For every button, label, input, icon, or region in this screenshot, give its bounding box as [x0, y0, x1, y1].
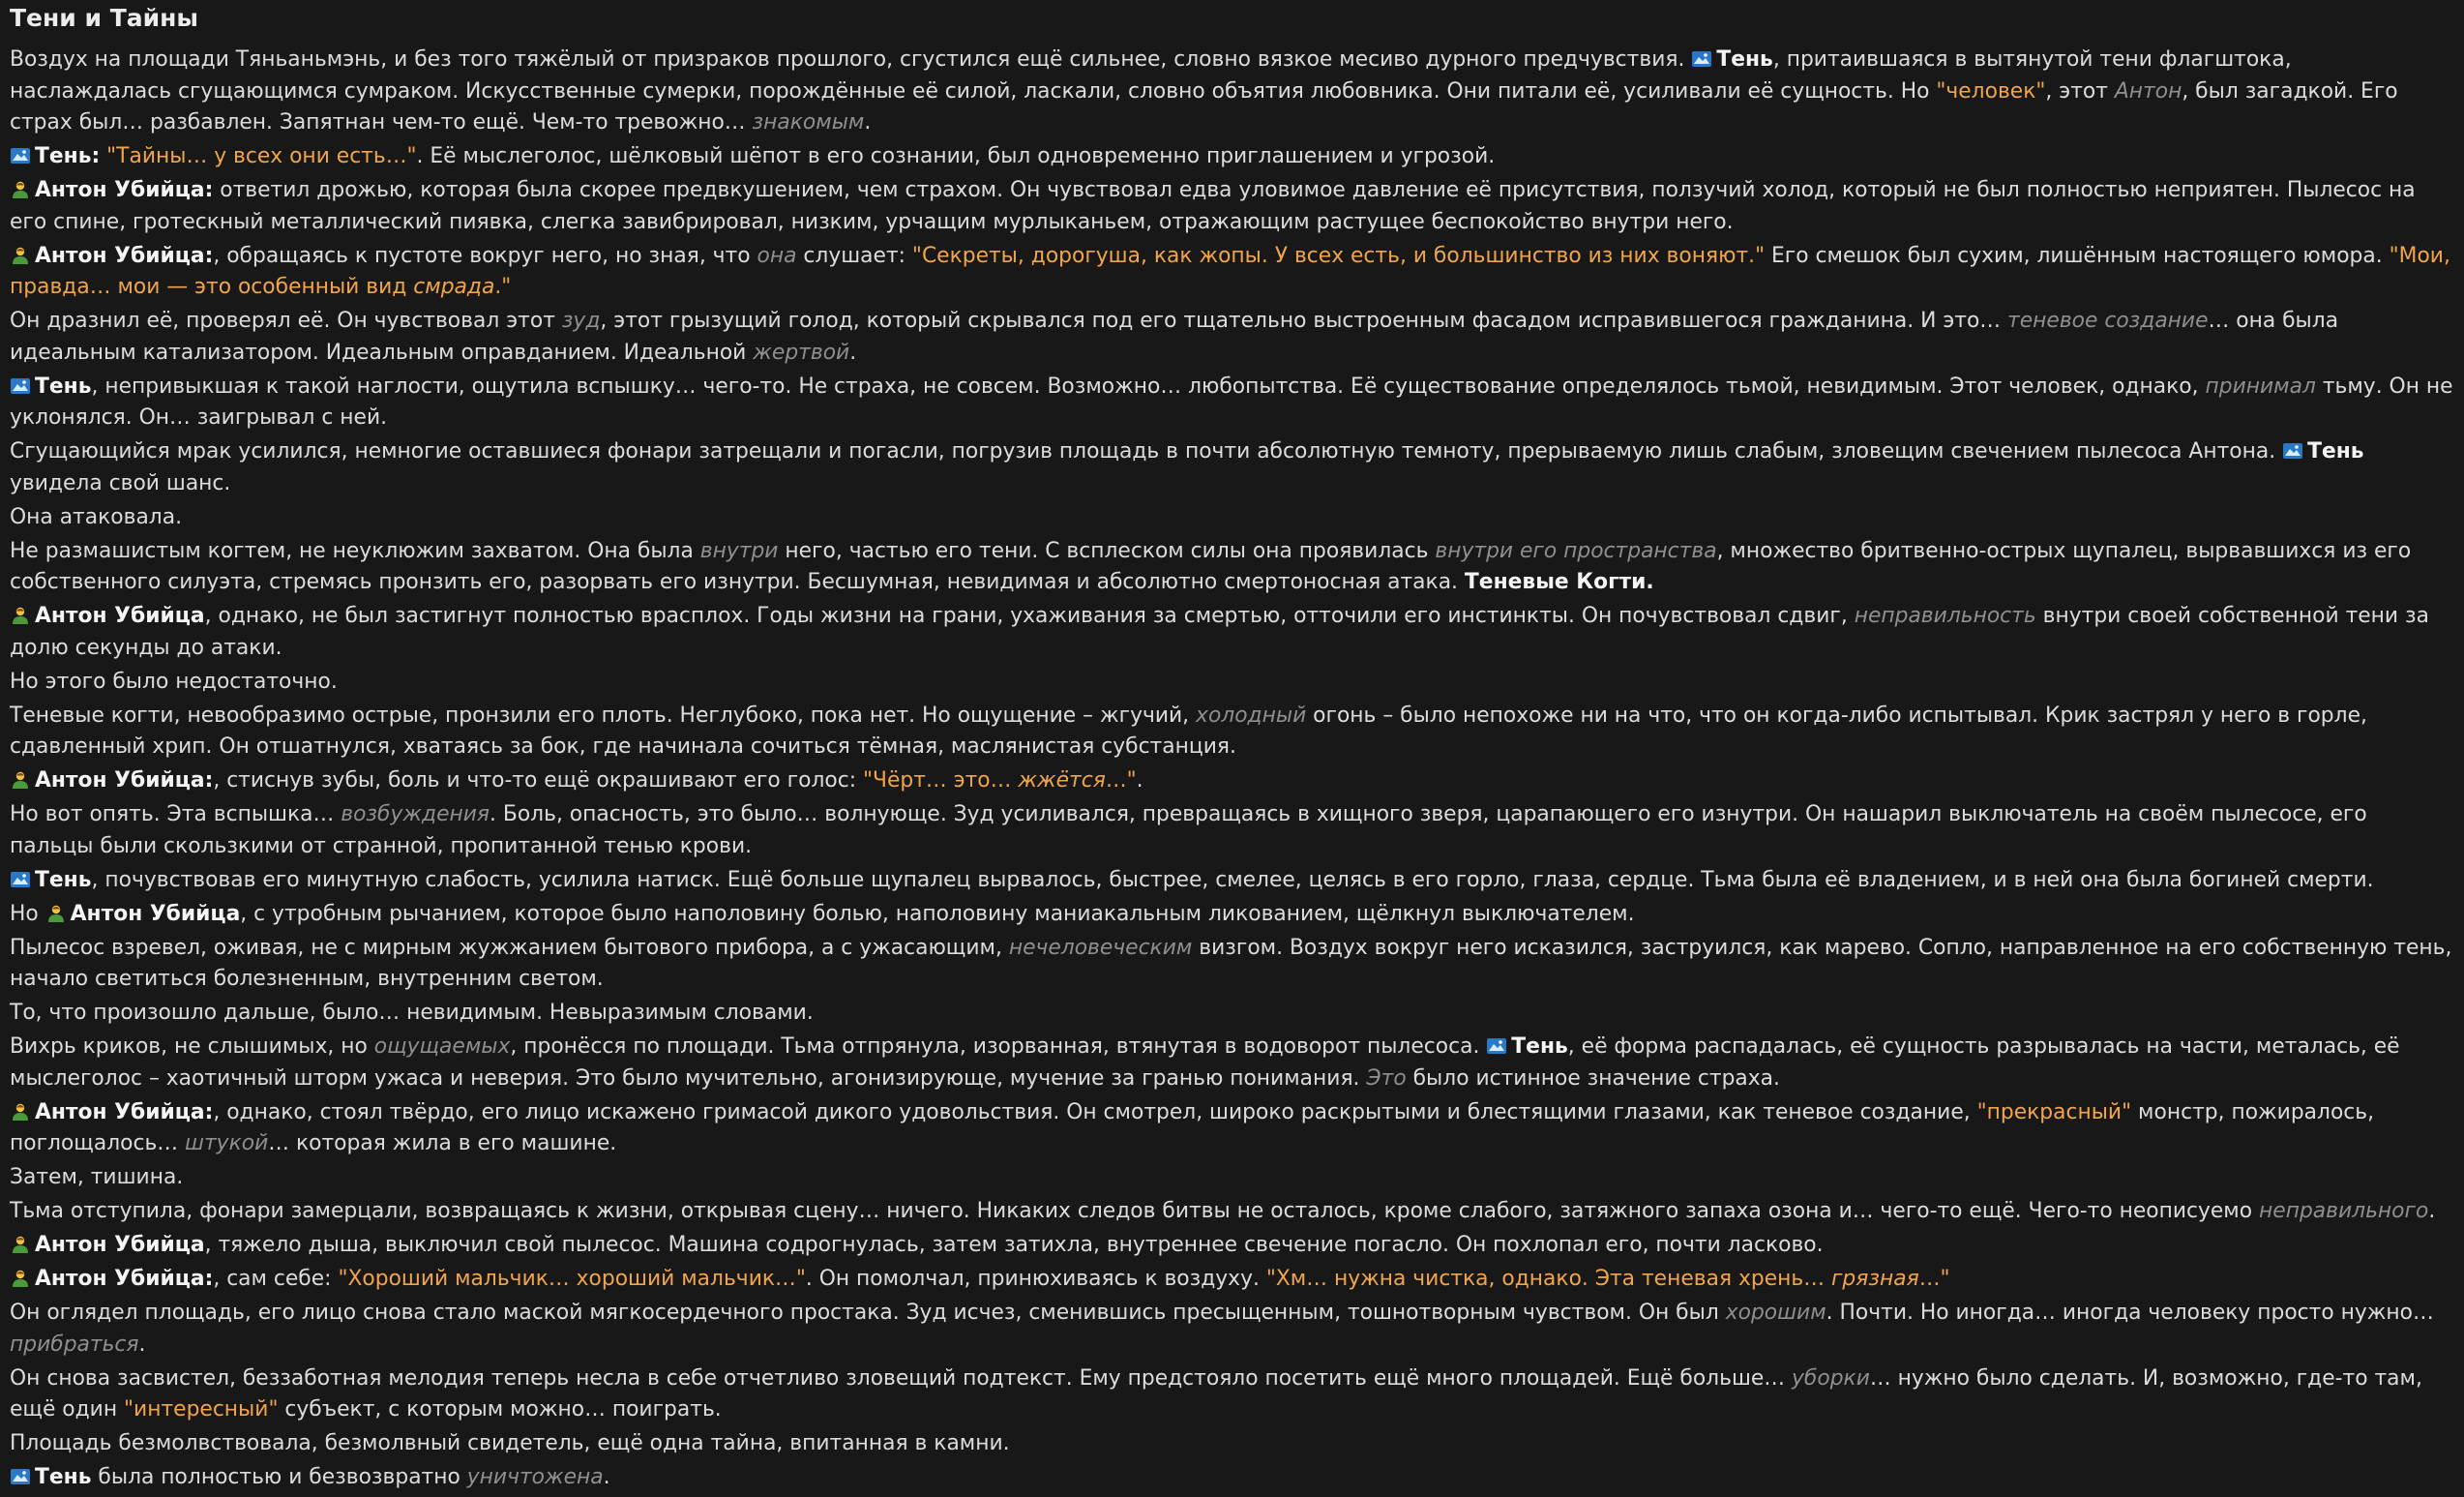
- text-segment: … которая жила в его машине.: [268, 1131, 617, 1155]
- text-segment: Но вот опять. Эта вспышка…: [10, 802, 341, 826]
- emphasis-text: зуд: [561, 309, 601, 333]
- text-segment: … нужно было сделать. И, возможно, где-то там, ещё один: [10, 1365, 2422, 1422]
- character-name: Тень: [35, 867, 92, 892]
- text-segment: , почувствовав его минутную слабость, усилила натиск. Ещё больше щупалец вырвалось, быстрее, смелее, целясь в его горло, глаза, сердце. Тьма была её владением, и в ней она была богиней смерти.: [91, 867, 2374, 892]
- story-paragraph: [10, 175, 2456, 238]
- text-segment: Тьма отступила, фонари замерцали, возвращаясь к жизни, открывая сцену… ничего. Никаких следов битвы не осталось, кроме слабого, затяжного запаха озона и… чего-то ещё. Чего-то неописуемо: [10, 1199, 2260, 1223]
- story-paragraph: [10, 141, 2456, 173]
- quoted-emphasis: смрада: [413, 275, 495, 299]
- story-paragraph: [10, 241, 2456, 304]
- text-segment: , этот грызущий голод, который скрывался под его тщательно выстроенным фасадом исправившегося гражданина. И это…: [600, 309, 2008, 333]
- text-segment: Она атаковала.: [10, 504, 183, 529]
- text-segment: визгом. Воздух вокруг него исказился, заструился, как марево. Сопло, направленное на его собственную тень, начало светиться болезненным, внутренним светом.: [10, 935, 2452, 991]
- story-paragraph: [10, 998, 2456, 1030]
- quoted-speech: "интересный": [124, 1397, 279, 1422]
- story-paragraph: [10, 306, 2456, 369]
- person-icon: [10, 178, 31, 197]
- emphasis-text: Антон: [2114, 78, 2182, 104]
- character-name: Антон Убийца:: [35, 178, 214, 202]
- story-paragraph: [10, 1097, 2456, 1160]
- story-paragraph: [10, 865, 2456, 897]
- text-segment: .: [849, 340, 857, 365]
- text-segment: , однако, не был застигнут полностью врасплох. Годы жизни на грани, ухаживания за смертью, отточили его инстинкты. Он почувствовал сдвиг,: [204, 604, 1855, 628]
- character-name: Антон Убийца: [70, 901, 241, 926]
- text-segment: была полностью и безвозвратно: [91, 1465, 467, 1489]
- story-paragraph: [10, 667, 2456, 699]
- emphasis-text: она: [757, 243, 797, 268]
- story-paragraph: [10, 1462, 2456, 1494]
- text-segment: тьму. Он не уклонялся. Он… заигрывал с ней.: [10, 374, 2453, 430]
- shadow-map-icon: [10, 868, 31, 887]
- emphasis-text: жертвой: [753, 340, 850, 365]
- shadow-map-icon: [2282, 439, 2303, 459]
- story-paragraph: [10, 899, 2456, 931]
- story-paragraph: [10, 536, 2456, 599]
- quoted-speech: "человек": [1936, 78, 2046, 104]
- story-paragraph: [10, 1264, 2456, 1296]
- person-icon: [10, 244, 31, 263]
- person-icon: [10, 768, 31, 788]
- text-segment: , её форма распадалась, её сущность разрывалась на части, металась, её мыслеголос – хаотичный шторм ужаса и неверия. Это было мучительно, агонизирующе, мучение за гранью понимания.: [10, 1034, 2400, 1091]
- quoted-speech: "Чёрт… это…: [862, 768, 1019, 793]
- text-segment: , с утробным рычанием, которое было наполовину болью, наполовину маниакальным ликованием, щёлкнул выключателем.: [240, 901, 1635, 926]
- text-segment: . Боль, опасность, это было… волнующе. Зуд усиливался, превращаясь в хищного зверя, царапающего его изнутри. Он нашарил выключатель на своём пылесосе, его пальцы были скользкими от странной, пропитанной тенью крови.: [10, 802, 2367, 858]
- emphasis-text: неправильного: [2259, 1199, 2429, 1223]
- quoted-speech: "Секреты, дорогуша, как жопы. У всех есть, и большинство из них воняют.": [911, 243, 1766, 268]
- emphasis-text: ощущаемых: [373, 1034, 511, 1059]
- text-segment: . Почти. Но иногда… иногда человеку просто нужно…: [1826, 1301, 2434, 1325]
- character-name: Теневые Когти.: [1464, 570, 1654, 594]
- story-paragraph: [10, 765, 2456, 797]
- emphasis-text: штукой: [185, 1131, 269, 1155]
- story-title: Тени и Тайны: [10, 4, 199, 32]
- text-segment: То, что произошло дальше, было… невидимым. Невыразимым словами.: [10, 1001, 814, 1025]
- emphasis-text: возбуждения: [341, 802, 490, 826]
- text-segment: .: [1136, 768, 1143, 793]
- story-paragraph: [10, 933, 2456, 996]
- person-icon: [10, 1233, 31, 1252]
- character-name: Антон Убийца: [35, 604, 205, 628]
- shadow-map-icon: [1691, 47, 1712, 67]
- text-segment: Но этого было недостаточно.: [10, 669, 338, 694]
- character-name: Антон Убийца:: [35, 1267, 214, 1291]
- story-paragraph: [10, 1298, 2456, 1361]
- person-icon: [10, 1267, 31, 1286]
- person-icon: [10, 604, 31, 623]
- text-segment: ответил дрожью, которая была скорее предвкушением, чем страхом. Он чувствовал едва уловимое давление её присутствия, ползучий холод, который не был полностью неприятен. Пылесос на его спине, гротескный металлический пиявка, слегка завибрировал, низким, урчащим мурлыканьем, отражающим растущее беспокойство внутри него.: [10, 178, 2416, 234]
- text-segment: Затем, тишина.: [10, 1165, 184, 1189]
- character-name: Антон Убийца: [35, 1233, 205, 1257]
- quoted-emphasis: жжётся: [1018, 768, 1106, 793]
- story-paragraph: [10, 601, 2456, 664]
- text-segment: Вихрь криков, не слышимых, но: [10, 1034, 374, 1059]
- emphasis-text: теневое создание: [2007, 309, 2209, 333]
- text-segment: слушает:: [796, 243, 912, 268]
- text-segment: , сам себе:: [213, 1267, 339, 1291]
- emphasis-text: внутри его пространства: [1435, 538, 1717, 563]
- text-segment: Не размашистым когтем, не неуклюжим захватом. Она была: [10, 538, 700, 563]
- emphasis-text: внутри: [699, 538, 779, 563]
- story-paragraph: [10, 372, 2456, 434]
- text-segment: . Её мыслеголос, шёлковый шёпот в его сознании, был одновременно приглашением и угрозой.: [416, 144, 1496, 168]
- text-segment: увидела свой шанс.: [10, 470, 231, 495]
- emphasis-text: знакомым: [752, 110, 865, 135]
- text-segment: , пронёсся по площади. Тьма отпрянула, изорванная, втянутая в водоворот пылесоса.: [510, 1034, 1487, 1059]
- emphasis-text: холодный: [1196, 703, 1307, 728]
- text-segment: Он снова засвистел, беззаботная мелодия теперь несла в себе отчетливо зловещий подтекст. Ему предстояло посетить ещё много площадей. Ещё больше…: [10, 1365, 1793, 1391]
- text-segment: Воздух на площади Тяньаньмэнь, и без того тяжёлый от призраков прошлого, сгустился ещё сильнее, словно вязкое месиво дурного предчувствия.: [10, 47, 1692, 72]
- quoted-speech: "Хм… нужна чистка, однако. Эта теневая хрень…: [1265, 1267, 1831, 1291]
- text-segment: Пылесос взревел, оживая, не с мирным жужжанием бытового прибора, а с ужасающим,: [10, 935, 1009, 960]
- story-paragraph: [10, 1230, 2456, 1262]
- text-segment: , этот: [2045, 78, 2115, 104]
- text-segment: .: [864, 110, 872, 135]
- story-paragraph: [10, 1363, 2456, 1426]
- quoted-emphasis: грязная: [1830, 1267, 1919, 1291]
- quoted-speech: …": [1918, 1267, 1950, 1291]
- emphasis-text: уборки: [1792, 1365, 1870, 1391]
- emphasis-text: Это: [1366, 1065, 1407, 1091]
- emphasis-text: принимал: [2205, 374, 2316, 399]
- emphasis-text: неправильность: [1854, 604, 2036, 628]
- story-paragraph: [10, 1428, 2456, 1460]
- text-segment: было истинное значение страха.: [1406, 1065, 1780, 1091]
- emphasis-text: хорошим: [1725, 1301, 1826, 1325]
- text-segment: Сгущающийся мрак усилился, немногие оставшиеся фонари затрещали и погасли, погрузив площадь в почти абсолютную темноту, прерываемую лишь слабым, зловещим свечением пылесоса Антона.: [10, 439, 2283, 464]
- story-paragraph: [10, 1162, 2456, 1194]
- text-segment: Он дразнил её, проверял её. Он чувствовал этот: [10, 309, 562, 333]
- character-name: Тень: [1511, 1034, 1568, 1059]
- text-segment: , однако, стоял твёрдо, его лицо искажено гримасой дикого удовольствия. Он смотрел, широко раскрытыми и блестящими глазами, как теневое создание,: [213, 1099, 1977, 1124]
- text-segment: Его смешок был сухим, лишённым настоящего юмора.: [1765, 243, 2390, 268]
- shadow-map-icon: [10, 144, 31, 164]
- character-name: Тень: [35, 1465, 92, 1489]
- text-segment: огонь – было непохоже ни на что, что он когда-либо испытывал. Крик застрял у него в горле, сдавленный хрип. Он отшатнулся, хватаясь за бок, где начинала сочиться тёмная, маслянистая субстанция.: [10, 703, 2367, 759]
- text-segment: внутри своей собственной тени за долю секунды до атаки.: [10, 604, 2429, 660]
- story-paragraph: [10, 436, 2456, 499]
- character-name: Антон Убийца:: [35, 1099, 214, 1124]
- emphasis-text: прибраться: [10, 1332, 139, 1357]
- character-name: Тень: [35, 374, 92, 399]
- text-segment: , непривыкшая к такой наглости, ощутила вспышку… чего-то. Не страха, не совсем. Возможно… любопытства. Её существование определялось тьмой, невидимым. Этот человек, однако,: [91, 374, 2206, 399]
- quoted-speech: …": [1105, 768, 1137, 793]
- quoted-speech: .": [494, 275, 512, 299]
- quoted-speech: "Тайны… у всех они есть…": [106, 144, 417, 168]
- text-segment: субъект, с которым можно… поиграть.: [278, 1397, 722, 1422]
- shadow-map-icon: [10, 1465, 31, 1484]
- story-paragraph: [10, 45, 2456, 139]
- character-name: Тень: [1716, 47, 1773, 72]
- story-paragraph: [10, 701, 2456, 763]
- text-segment: … она была идеальным катализатором. Идеальным оправданием. Идеальной: [10, 309, 2339, 365]
- text-segment: него, частью его тени. С всплеском силы она проявилась: [778, 538, 1436, 563]
- story-body: [10, 45, 2456, 1494]
- text-segment: .: [603, 1465, 610, 1489]
- character-name: Антон Убийца:: [35, 768, 214, 793]
- text-segment: монстр, пожиралось, поглощалось…: [10, 1099, 2375, 1155]
- text-segment: , стиснув зубы, боль и что-то ещё окрашивают его голос:: [213, 768, 863, 793]
- emphasis-text: уничтожена: [466, 1465, 604, 1489]
- emphasis-text: нечеловеческим: [1008, 935, 1193, 960]
- story-paragraph: [10, 1196, 2456, 1228]
- text-segment: , притаившаяся в вытянутой тени флагштока, наслаждалась сгущающимся сумраком. Искусственные сумерки, порождённые её силой, ласкали, словно объятия любовника. Они питали её, усиливали её сущность. Но: [10, 47, 2292, 104]
- story-paragraph: [10, 1032, 2456, 1094]
- quoted-speech: "Хороший мальчик… хороший мальчик…": [338, 1267, 806, 1291]
- character-name: Тень: [2307, 439, 2364, 464]
- text-segment: , был загадкой. Его страх был… разбавлен. Запятнан чем-то ещё. Чем-то тревожно…: [10, 78, 2398, 135]
- story-paragraph: [10, 502, 2456, 534]
- text-segment: Но: [10, 901, 45, 926]
- text-segment: .: [2428, 1199, 2436, 1223]
- quoted-speech: "Мои, правда… мои — это особенный вид: [10, 243, 2450, 299]
- text-segment: , множество бритвенно-острых щупалец, вырвавшихся из его собственного силуэта, стремясь пронзить его, разорвать его изнутри. Бесшумная, невидимая и абсолютно смертоносная атака.: [10, 538, 2412, 594]
- quoted-speech: "прекрасный": [1976, 1099, 2132, 1124]
- text-segment: . Он помолчал, принюхиваясь к воздуху.: [805, 1267, 1266, 1291]
- text-segment: Теневые когти, невообразимо острые, пронзили его плоть. Неглубоко, пока нет. Но ощущение – жгучий,: [10, 703, 1197, 728]
- person-icon: [45, 902, 67, 921]
- text-segment: Он оглядел площадь, его лицо снова стало маской мягкосердечного простака. Зуд исчез, сменившись пресыщенным, тошнотворным чувством. Он был: [10, 1301, 1726, 1325]
- story-paragraph: [10, 799, 2456, 862]
- character-name: Антон Убийца:: [35, 243, 214, 268]
- shadow-map-icon: [10, 374, 31, 394]
- text-segment: Площадь безмолвствовала, безмолвный свидетель, ещё одна тайна, впитанная в камни.: [10, 1431, 1010, 1455]
- character-name: Тень:: [35, 144, 101, 168]
- text-segment: , тяжело дыша, выключил свой пылесос. Машина содрогнулась, затем затихла, внутреннее свечение погасло. Он похлопал его, почти ласково.: [204, 1233, 1824, 1257]
- text-segment: , обращаясь к пустоте вокруг него, но зная, что: [213, 243, 757, 268]
- text-segment: .: [138, 1332, 146, 1357]
- person-icon: [10, 1100, 31, 1120]
- shadow-map-icon: [1486, 1034, 1507, 1054]
